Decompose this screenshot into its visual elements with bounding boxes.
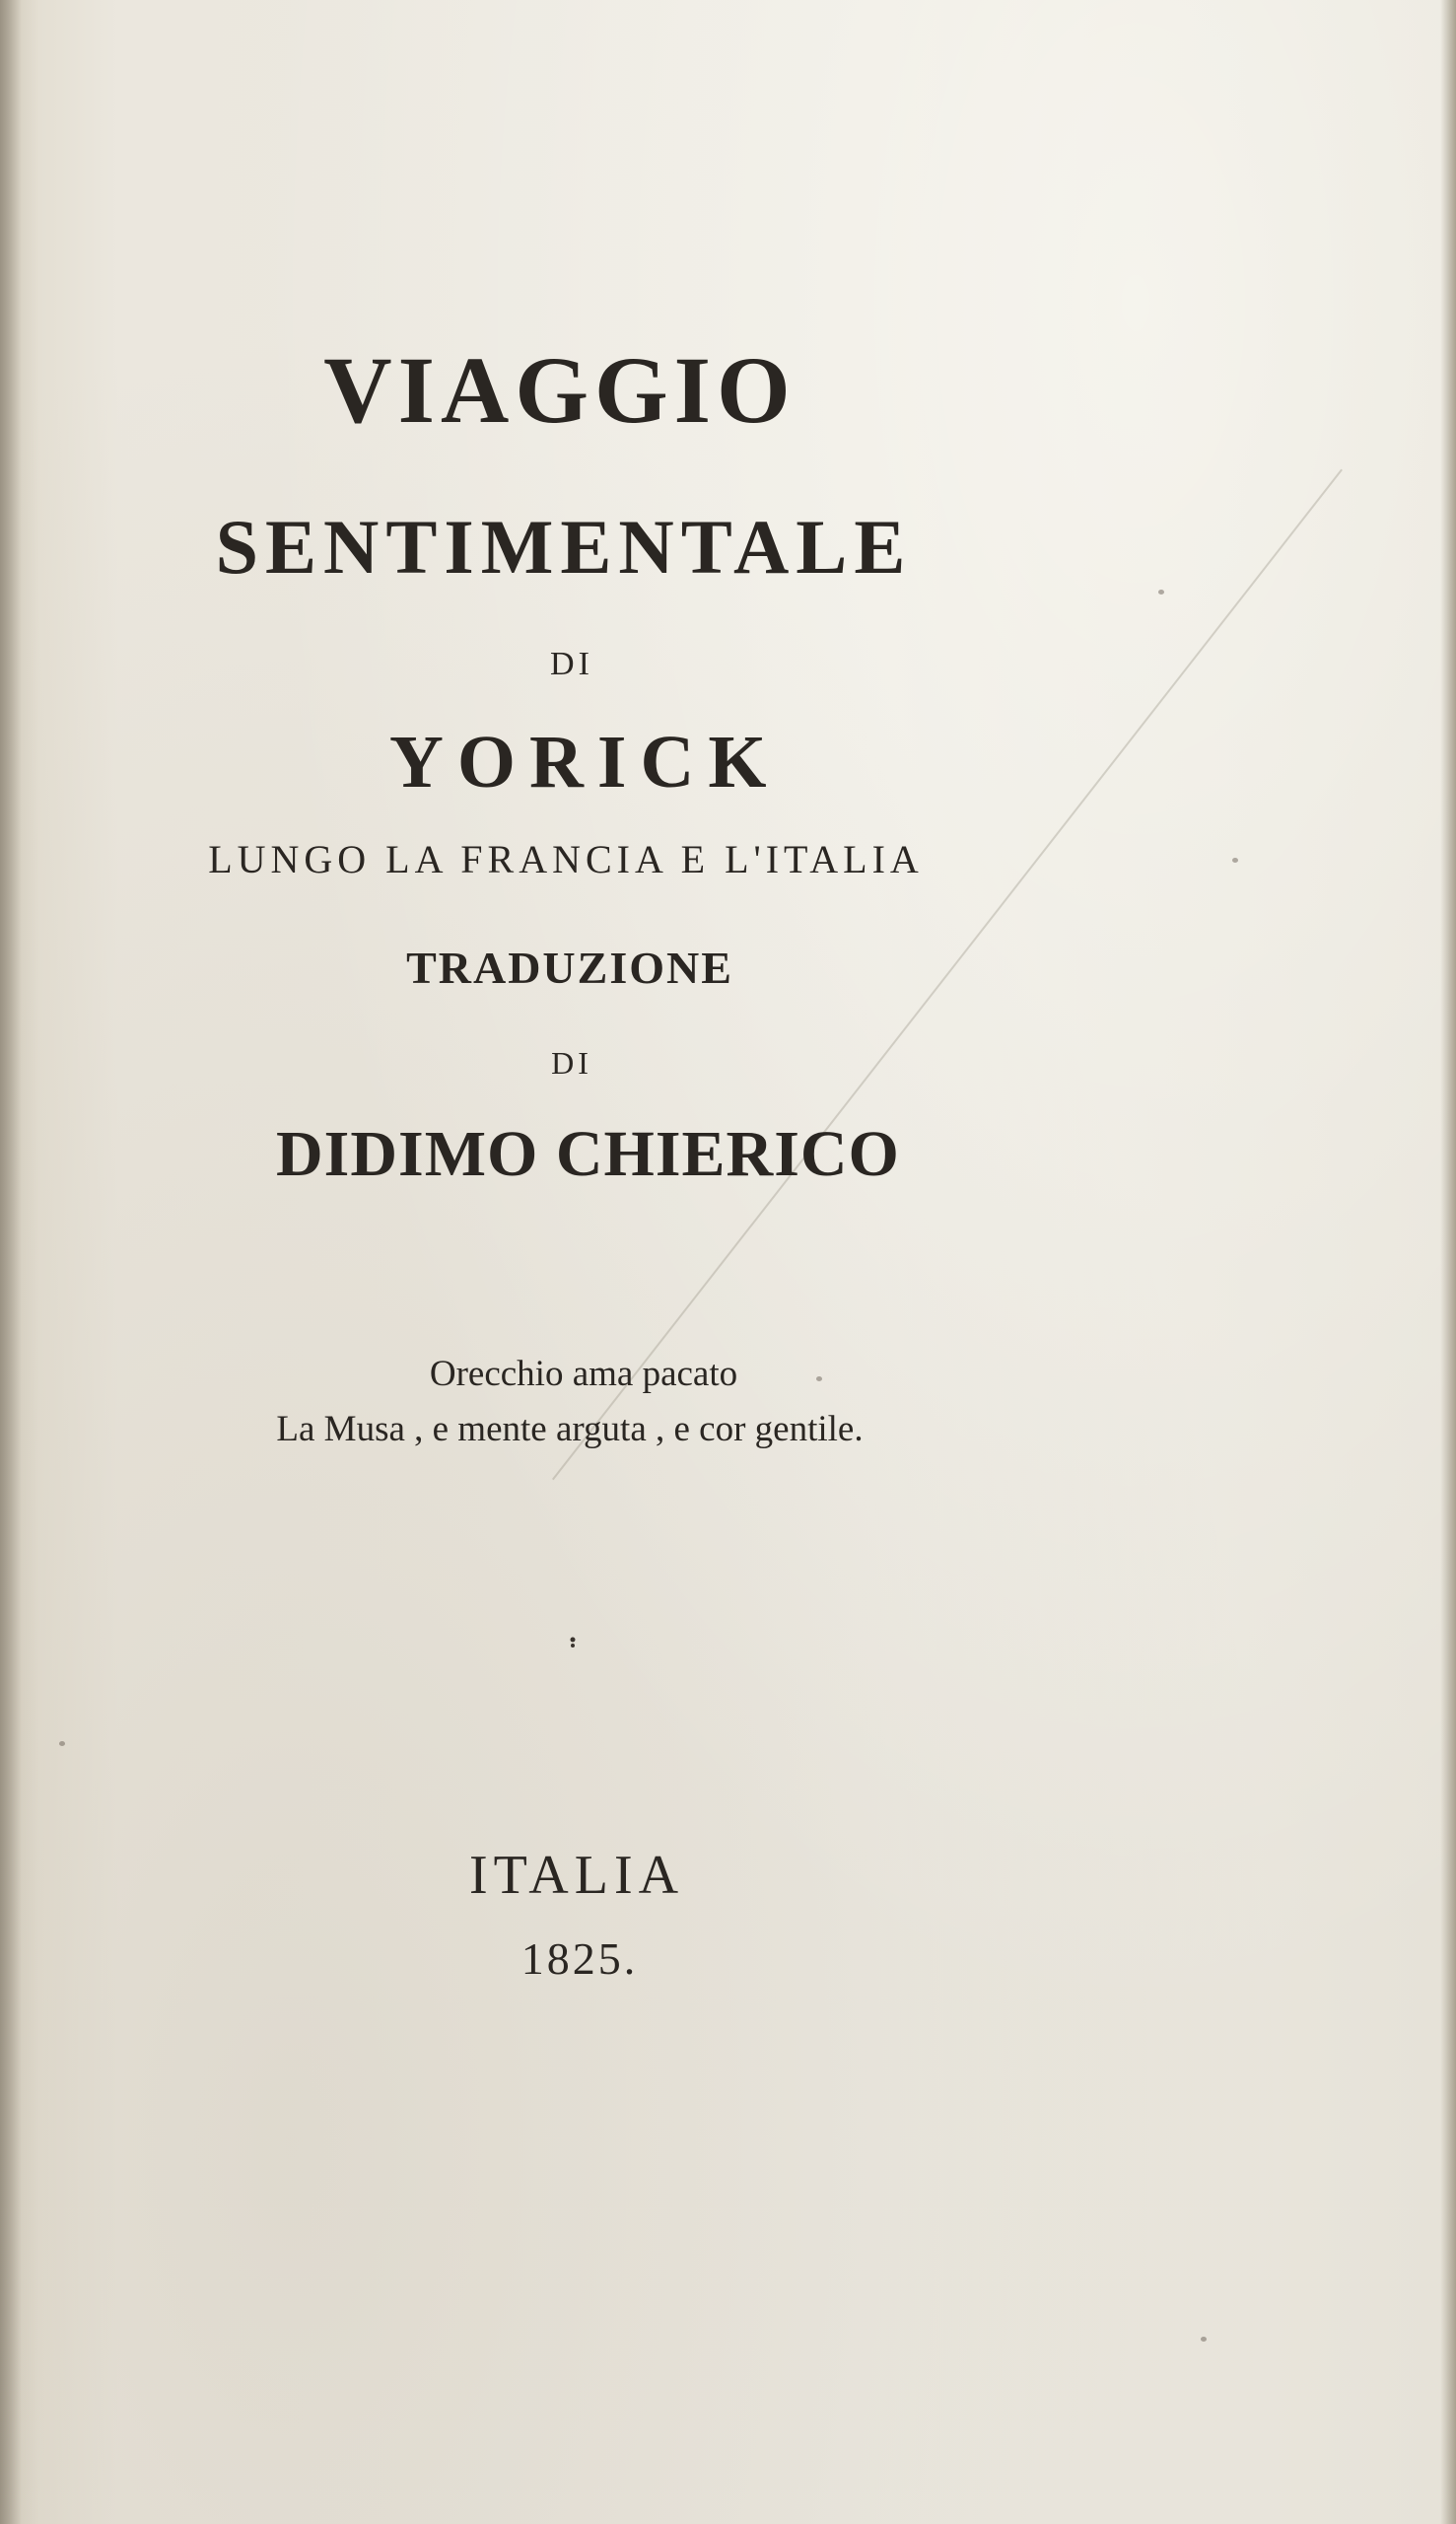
imprint-place: ITALIA: [468, 1845, 685, 1906]
page-right-edge-shadow: [1440, 0, 1456, 2524]
paper-speck: [59, 1741, 65, 1746]
epigraph-line-1: Orecchio ama pacato: [429, 1354, 738, 1394]
paper-speck: [816, 1376, 822, 1381]
translator-name: DIDIMO CHIERICO: [276, 1118, 900, 1190]
translation-label: TRADUZIONE: [406, 943, 733, 993]
di-connector-1: DI: [550, 646, 593, 682]
title-line-2: SENTIMENTALE: [215, 504, 913, 590]
title-line-1: VIAGGIO: [323, 337, 797, 443]
paper-speck: [1201, 2337, 1207, 2342]
paper-speck: [1232, 858, 1238, 863]
imprint-year: 1825.: [520, 1933, 639, 1984]
epigraph-line-2: La Musa , e mente arguta , e cor gentile.: [276, 1409, 864, 1449]
page-left-edge-shadow: [0, 0, 22, 2524]
paper-speck: [1158, 590, 1164, 595]
author-name: YORICK: [389, 721, 781, 804]
subtitle: LUNGO LA FRANCIA E L'ITALIA: [208, 837, 924, 881]
ornament-mark: [568, 1637, 578, 1648]
di-connector-2: DI: [551, 1045, 592, 1081]
